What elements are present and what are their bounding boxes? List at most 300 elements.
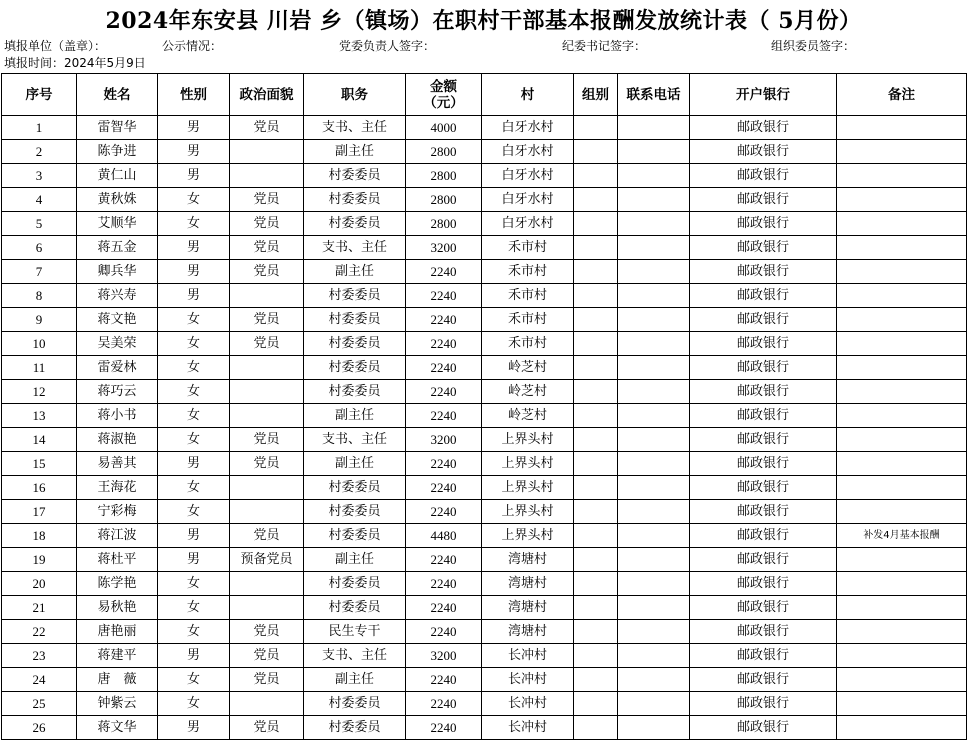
cell-seq: 23: [2, 644, 77, 668]
cell-seq: 5: [2, 212, 77, 236]
cell-group: [574, 644, 618, 668]
cell-village: 长冲村: [482, 692, 574, 716]
cell-name: 陈学艳: [77, 572, 158, 596]
cell-remarks: [837, 260, 967, 284]
cell-amount: 2240: [406, 548, 482, 572]
cell-village: 禾市村: [482, 236, 574, 260]
cell-gender: 女: [158, 596, 230, 620]
cell-village: 禾市村: [482, 260, 574, 284]
cell-gender: 男: [158, 524, 230, 548]
cell-bank: 邮政银行: [690, 548, 837, 572]
table-row: [2, 596, 967, 620]
table-row: [2, 668, 967, 692]
cell-phone: [618, 116, 690, 140]
cell-political-status: [230, 164, 304, 188]
cell-amount: 2800: [406, 188, 482, 212]
cell-name: 易秋艳: [77, 596, 158, 620]
cell-position: 民生专干: [304, 620, 406, 644]
cell-remarks: [837, 644, 967, 668]
cell-name: 黄仁山: [77, 164, 158, 188]
cell-name: 蒋文艳: [77, 308, 158, 332]
cell-group: [574, 452, 618, 476]
cell-amount: 3200: [406, 428, 482, 452]
cell-political-status: [230, 476, 304, 500]
table-row: [2, 380, 967, 404]
cell-remarks: [837, 572, 967, 596]
cell-remarks: [837, 548, 967, 572]
cell-gender: 男: [158, 452, 230, 476]
cell-gender: 男: [158, 164, 230, 188]
cell-political-status: [230, 356, 304, 380]
cell-political-status: 党员: [230, 428, 304, 452]
table-row: [2, 140, 967, 164]
cell-phone: [618, 596, 690, 620]
cell-amount: 2240: [406, 572, 482, 596]
cell-seq: 14: [2, 428, 77, 452]
cell-phone: [618, 380, 690, 404]
cell-phone: [618, 356, 690, 380]
header-bank: 开户银行: [690, 74, 837, 116]
cell-village: 上界头村: [482, 500, 574, 524]
cell-village: 上界头村: [482, 452, 574, 476]
cell-phone: [618, 452, 690, 476]
cell-gender: 女: [158, 308, 230, 332]
cell-amount: 2240: [406, 260, 482, 284]
cell-remarks: [837, 716, 967, 740]
cell-remarks: [837, 476, 967, 500]
cell-bank: 邮政银行: [690, 500, 837, 524]
cell-gender: 女: [158, 572, 230, 596]
table-row: [2, 644, 967, 668]
cell-seq: 21: [2, 596, 77, 620]
cell-village: 禾市村: [482, 308, 574, 332]
cell-position: 支书、主任: [304, 116, 406, 140]
cell-group: [574, 332, 618, 356]
cell-name: 卿兵华: [77, 260, 158, 284]
cell-amount: 2240: [406, 332, 482, 356]
table-row: [2, 404, 967, 428]
cell-remarks: [837, 164, 967, 188]
cell-group: [574, 140, 618, 164]
cell-village: 岭芝村: [482, 404, 574, 428]
report-date: 填报时间：2024年5月9日: [4, 56, 146, 70]
cell-seq: 26: [2, 716, 77, 740]
cell-name: 雷智华: [77, 116, 158, 140]
cell-seq: 10: [2, 332, 77, 356]
table-row: [2, 356, 967, 380]
table-row: [2, 308, 967, 332]
cell-village: 湾塘村: [482, 620, 574, 644]
cell-political-status: [230, 572, 304, 596]
cell-position: 副主任: [304, 140, 406, 164]
cell-village: 白牙水村: [482, 212, 574, 236]
cell-phone: [618, 668, 690, 692]
table-row: [2, 116, 967, 140]
cell-political-status: 党员: [230, 620, 304, 644]
cell-amount: 2240: [406, 404, 482, 428]
cell-amount: 2240: [406, 716, 482, 740]
cell-position: 村委委员: [304, 524, 406, 548]
header-amount: 金额 （元）: [406, 74, 482, 116]
cell-remarks: 补发4月基本报酬: [837, 524, 967, 548]
party-sign-label: 党委负责人签字：: [339, 39, 436, 53]
cell-bank: 邮政银行: [690, 716, 837, 740]
cell-group: [574, 668, 618, 692]
cell-political-status: 党员: [230, 332, 304, 356]
cell-remarks: [837, 140, 967, 164]
cell-village: 白牙水村: [482, 140, 574, 164]
cell-group: [574, 428, 618, 452]
payroll-table: [1, 73, 967, 740]
cell-village: 白牙水村: [482, 188, 574, 212]
cell-village: 湾塘村: [482, 572, 574, 596]
cell-bank: 邮政银行: [690, 476, 837, 500]
cell-village: 长冲村: [482, 716, 574, 740]
cell-position: 村委委员: [304, 164, 406, 188]
cell-group: [574, 188, 618, 212]
cell-remarks: [837, 356, 967, 380]
cell-name: 蒋兴寿: [77, 284, 158, 308]
cell-political-status: 党员: [230, 524, 304, 548]
cell-remarks: [837, 284, 967, 308]
cell-amount: 2240: [406, 284, 482, 308]
cell-village: 上界头村: [482, 524, 574, 548]
cell-remarks: [837, 308, 967, 332]
cell-remarks: [837, 500, 967, 524]
cell-name: 黄秋姝: [77, 188, 158, 212]
cell-position: 村委委员: [304, 476, 406, 500]
table-row: [2, 188, 967, 212]
cell-gender: 男: [158, 548, 230, 572]
cell-gender: 男: [158, 284, 230, 308]
cell-political-status: 预备党员: [230, 548, 304, 572]
publicity-label: 公示情况：: [162, 39, 223, 53]
cell-bank: 邮政银行: [690, 212, 837, 236]
table-header-row: [2, 74, 967, 116]
cell-position: 副主任: [304, 404, 406, 428]
cell-gender: 女: [158, 380, 230, 404]
table-row: [2, 284, 967, 308]
cell-gender: 女: [158, 428, 230, 452]
table-row: [2, 620, 967, 644]
cell-political-status: [230, 380, 304, 404]
table-row: [2, 716, 967, 740]
cell-position: 村委委员: [304, 188, 406, 212]
cell-name: 唐艳丽: [77, 620, 158, 644]
cell-phone: [618, 404, 690, 428]
cell-group: [574, 548, 618, 572]
cell-amount: 3200: [406, 644, 482, 668]
cell-position: 村委委员: [304, 332, 406, 356]
cell-phone: [618, 140, 690, 164]
cell-bank: 邮政银行: [690, 116, 837, 140]
cell-remarks: [837, 452, 967, 476]
cell-bank: 邮政银行: [690, 188, 837, 212]
cell-amount: 2240: [406, 596, 482, 620]
cell-bank: 邮政银行: [690, 356, 837, 380]
table-row: [2, 500, 967, 524]
cell-seq: 17: [2, 500, 77, 524]
cell-phone: [618, 524, 690, 548]
table-row: [2, 260, 967, 284]
cell-village: 湾塘村: [482, 548, 574, 572]
header-name: 姓名: [77, 74, 158, 116]
cell-village: 上界头村: [482, 476, 574, 500]
table-row: [2, 452, 967, 476]
cell-group: [574, 524, 618, 548]
cell-political-status: [230, 500, 304, 524]
cell-political-status: 党员: [230, 644, 304, 668]
cell-position: 村委委员: [304, 596, 406, 620]
cell-phone: [618, 164, 690, 188]
cell-phone: [618, 476, 690, 500]
cell-gender: 女: [158, 332, 230, 356]
cell-amount: 2240: [406, 692, 482, 716]
cell-phone: [618, 284, 690, 308]
cell-bank: 邮政银行: [690, 164, 837, 188]
cell-political-status: [230, 692, 304, 716]
cell-group: [574, 596, 618, 620]
cell-group: [574, 500, 618, 524]
cell-amount: 2240: [406, 308, 482, 332]
cell-seq: 9: [2, 308, 77, 332]
cell-position: 村委委员: [304, 212, 406, 236]
page-title: 2024年东安县 川岩 乡（镇场）在职村干部基本报酬发放统计表（ 5月份）: [105, 8, 862, 34]
cell-bank: 邮政银行: [690, 620, 837, 644]
cell-name: 雷爱林: [77, 356, 158, 380]
cell-amount: 2800: [406, 212, 482, 236]
cell-name: 王海花: [77, 476, 158, 500]
cell-name: 蒋小书: [77, 404, 158, 428]
cell-gender: 女: [158, 692, 230, 716]
cell-name: 蒋文华: [77, 716, 158, 740]
cell-remarks: [837, 212, 967, 236]
cell-village: 禾市村: [482, 332, 574, 356]
cell-seq: 20: [2, 572, 77, 596]
cell-bank: 邮政银行: [690, 524, 837, 548]
cell-position: 支书、主任: [304, 428, 406, 452]
cell-political-status: [230, 140, 304, 164]
cell-political-status: 党员: [230, 116, 304, 140]
table-row: [2, 548, 967, 572]
cell-amount: 4000: [406, 116, 482, 140]
table-row: [2, 332, 967, 356]
cell-phone: [618, 716, 690, 740]
table-row: [2, 524, 967, 548]
cell-remarks: [837, 692, 967, 716]
cell-village: 长冲村: [482, 668, 574, 692]
cell-group: [574, 716, 618, 740]
cell-phone: [618, 260, 690, 284]
cell-political-status: 党员: [230, 188, 304, 212]
cell-amount: 2240: [406, 452, 482, 476]
cell-remarks: [837, 620, 967, 644]
header-village: 村: [482, 74, 574, 116]
cell-seq: 18: [2, 524, 77, 548]
cell-village: 白牙水村: [482, 164, 574, 188]
cell-phone: [618, 500, 690, 524]
cell-group: [574, 380, 618, 404]
cell-name: 蒋五金: [77, 236, 158, 260]
cell-gender: 女: [158, 668, 230, 692]
cell-bank: 邮政银行: [690, 452, 837, 476]
cell-village: 长冲村: [482, 644, 574, 668]
cell-seq: 7: [2, 260, 77, 284]
cell-name: 蒋巧云: [77, 380, 158, 404]
table-row: [2, 236, 967, 260]
discipline-sign-label: 纪委书记签字：: [562, 39, 647, 53]
cell-bank: 邮政银行: [690, 644, 837, 668]
cell-remarks: [837, 596, 967, 620]
cell-remarks: [837, 188, 967, 212]
cell-seq: 6: [2, 236, 77, 260]
table-row: [2, 164, 967, 188]
cell-position: 村委委员: [304, 356, 406, 380]
cell-position: 村委委员: [304, 572, 406, 596]
cell-seq: 25: [2, 692, 77, 716]
cell-village: 禾市村: [482, 284, 574, 308]
cell-bank: 邮政银行: [690, 428, 837, 452]
cell-position: 村委委员: [304, 380, 406, 404]
cell-phone: [618, 332, 690, 356]
cell-position: 副主任: [304, 452, 406, 476]
cell-village: 白牙水村: [482, 116, 574, 140]
cell-phone: [618, 212, 690, 236]
cell-village: 岭芝村: [482, 356, 574, 380]
header-position: 职务: [304, 74, 406, 116]
cell-position: 村委委员: [304, 692, 406, 716]
cell-phone: [618, 644, 690, 668]
table-row: [2, 692, 967, 716]
cell-amount: 2240: [406, 380, 482, 404]
signature-line: [4, 39, 964, 54]
cell-group: [574, 212, 618, 236]
cell-group: [574, 404, 618, 428]
cell-amount: 4480: [406, 524, 482, 548]
cell-phone: [618, 308, 690, 332]
cell-political-status: 党员: [230, 716, 304, 740]
cell-bank: 邮政银行: [690, 404, 837, 428]
cell-seq: 2: [2, 140, 77, 164]
cell-bank: 邮政银行: [690, 668, 837, 692]
cell-amount: 2800: [406, 140, 482, 164]
cell-name: 陈争进: [77, 140, 158, 164]
table-row: [2, 572, 967, 596]
cell-remarks: [837, 668, 967, 692]
org-sign-label: 组织委员签字：: [771, 39, 856, 53]
cell-name: 宁彩梅: [77, 500, 158, 524]
cell-position: 村委委员: [304, 284, 406, 308]
cell-name: 易善其: [77, 452, 158, 476]
cell-group: [574, 236, 618, 260]
cell-gender: 男: [158, 236, 230, 260]
cell-position: 村委委员: [304, 716, 406, 740]
cell-bank: 邮政银行: [690, 236, 837, 260]
cell-phone: [618, 572, 690, 596]
cell-group: [574, 356, 618, 380]
cell-political-status: 党员: [230, 236, 304, 260]
cell-village: 湾塘村: [482, 596, 574, 620]
cell-seq: 13: [2, 404, 77, 428]
cell-gender: 男: [158, 116, 230, 140]
cell-gender: 女: [158, 500, 230, 524]
cell-amount: 2240: [406, 476, 482, 500]
cell-group: [574, 260, 618, 284]
cell-gender: 男: [158, 260, 230, 284]
cell-remarks: [837, 332, 967, 356]
cell-position: 支书、主任: [304, 236, 406, 260]
cell-group: [574, 572, 618, 596]
cell-political-status: [230, 596, 304, 620]
cell-seq: 8: [2, 284, 77, 308]
header-phone: 联系电话: [618, 74, 690, 116]
cell-bank: 邮政银行: [690, 596, 837, 620]
cell-position: 村委委员: [304, 308, 406, 332]
header-seq: 序号: [2, 74, 77, 116]
cell-group: [574, 308, 618, 332]
reporting-unit-label: 填报单位（盖章）：: [4, 39, 107, 53]
cell-gender: 男: [158, 716, 230, 740]
cell-remarks: [837, 380, 967, 404]
cell-political-status: 党员: [230, 260, 304, 284]
cell-bank: 邮政银行: [690, 572, 837, 596]
table-row: [2, 428, 967, 452]
cell-phone: [618, 692, 690, 716]
cell-name: 蒋杜平: [77, 548, 158, 572]
cell-position: 村委委员: [304, 500, 406, 524]
cell-political-status: 党员: [230, 452, 304, 476]
cell-amount: 2800: [406, 164, 482, 188]
cell-name: 吴美荣: [77, 332, 158, 356]
table-row: [2, 212, 967, 236]
cell-phone: [618, 236, 690, 260]
cell-political-status: 党员: [230, 212, 304, 236]
cell-seq: 4: [2, 188, 77, 212]
cell-phone: [618, 428, 690, 452]
cell-remarks: [837, 428, 967, 452]
cell-gender: 女: [158, 476, 230, 500]
cell-political-status: 党员: [230, 308, 304, 332]
cell-gender: 女: [158, 356, 230, 380]
cell-position: 支书、主任: [304, 644, 406, 668]
cell-group: [574, 284, 618, 308]
cell-seq: 11: [2, 356, 77, 380]
cell-phone: [618, 548, 690, 572]
cell-seq: 12: [2, 380, 77, 404]
cell-gender: 女: [158, 404, 230, 428]
table-row: [2, 476, 967, 500]
cell-phone: [618, 188, 690, 212]
cell-position: 副主任: [304, 260, 406, 284]
cell-gender: 女: [158, 620, 230, 644]
cell-bank: 邮政银行: [690, 140, 837, 164]
cell-name: 蒋建平: [77, 644, 158, 668]
cell-seq: 19: [2, 548, 77, 572]
cell-village: 上界头村: [482, 428, 574, 452]
cell-name: 蒋江波: [77, 524, 158, 548]
cell-remarks: [837, 404, 967, 428]
cell-political-status: [230, 284, 304, 308]
cell-amount: 2240: [406, 620, 482, 644]
cell-gender: 男: [158, 140, 230, 164]
cell-seq: 16: [2, 476, 77, 500]
cell-phone: [618, 620, 690, 644]
cell-name: 钟紫云: [77, 692, 158, 716]
cell-name: 蒋淑艳: [77, 428, 158, 452]
header-group: 组别: [574, 74, 618, 116]
cell-group: [574, 116, 618, 140]
cell-amount: 2240: [406, 356, 482, 380]
